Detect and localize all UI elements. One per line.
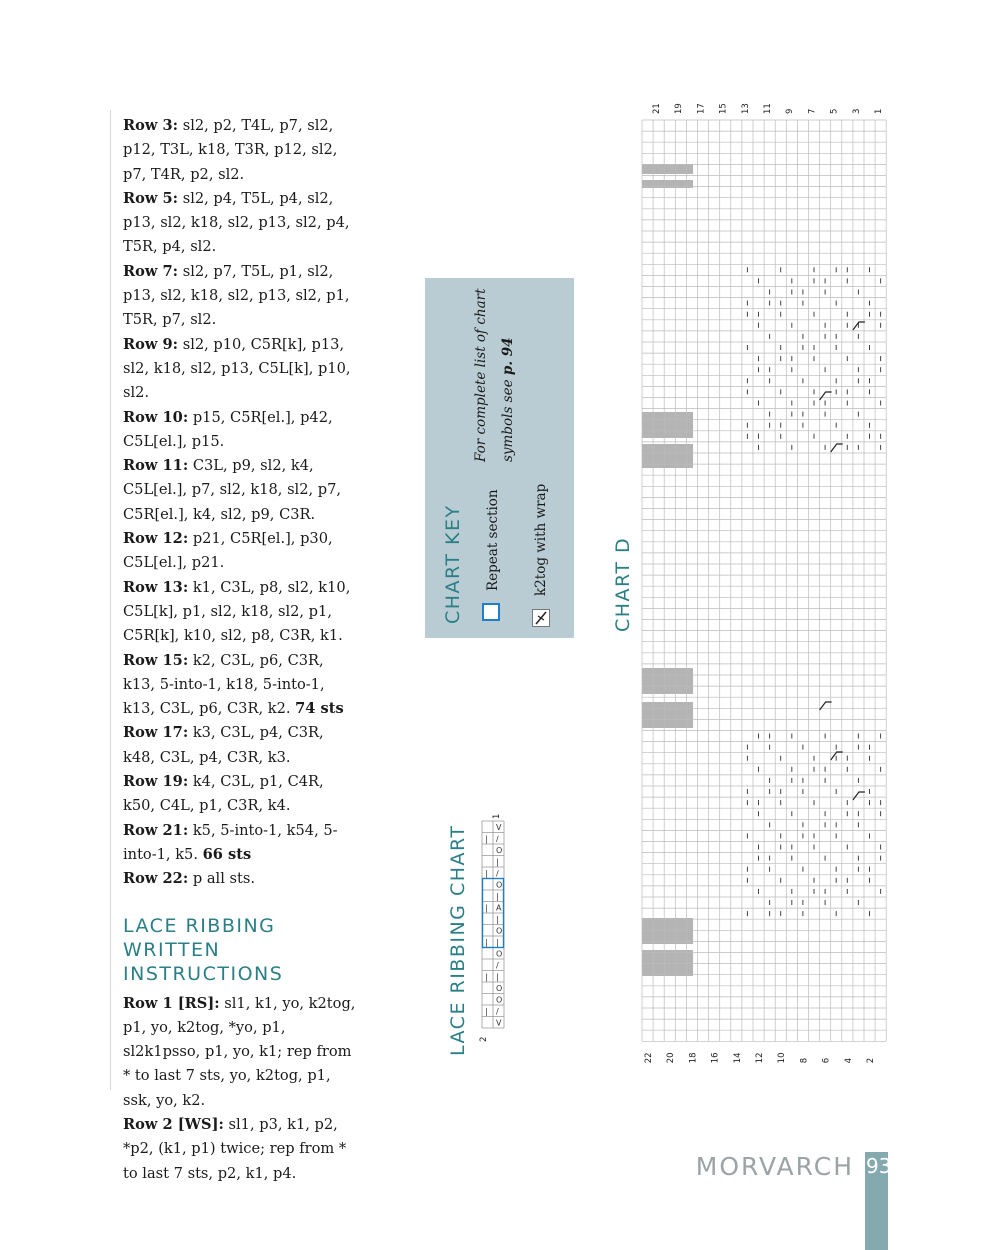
chart-key-note-line-2 — [495, 288, 522, 462]
no-stitch-block — [642, 164, 693, 174]
instruction-row — [123, 333, 358, 406]
instruction-row-text: sl1, p3, k1, p2, *p2, (k1, p1) twice; rep from * to last 7 sts, p2, k1, p4. — [123, 1115, 347, 1182]
stitch-count: 66 sts — [202, 845, 252, 863]
chart-row-number: 12 — [755, 1052, 765, 1064]
instruction-row-text: k3, C3L, p4, C3R, k48, C3L, p4, C3R, k3. — [123, 724, 324, 766]
stitch-symbol: | — [485, 1007, 488, 1016]
chart-row-number: 17 — [696, 103, 707, 114]
lace-row-number: 1 — [492, 813, 502, 819]
instruction-row-label: Row 15: — [123, 651, 189, 669]
stitch-symbol: O — [496, 880, 503, 890]
stitch-symbol: | — [485, 869, 488, 878]
chart-row-number: 13 — [740, 103, 751, 114]
stitch-symbol: V — [496, 1018, 502, 1028]
page-number: 93 — [866, 1154, 892, 1178]
instruction-row-label: Row 1 [RS]: — [123, 994, 220, 1012]
chart-row-number: 20 — [666, 1052, 677, 1064]
stitch-symbol: O — [496, 949, 503, 959]
chart-row-number: 9 — [785, 108, 796, 114]
instruction-row-text: p15, C5R[el.], p42, C5L[el.], p15. — [123, 408, 333, 450]
instruction-row-text: k5, 5-into-1, k54, 5-into-1, k5. — [123, 821, 338, 863]
instruction-row-label: Row 13: — [123, 578, 189, 596]
instruction-row-label: Row 7: — [123, 262, 179, 280]
instruction-row — [123, 770, 358, 819]
stitch-symbol: | — [485, 938, 488, 947]
stitch-symbol: | — [485, 834, 488, 844]
stitch-symbol: | — [496, 915, 499, 924]
instruction-row — [123, 260, 358, 333]
row-instructions-list — [123, 114, 358, 892]
chart-row-number: 5 — [829, 108, 840, 114]
no-stitch-block — [642, 950, 693, 976]
repeat-section-square-icon — [482, 603, 500, 621]
stitch-symbol: O — [496, 926, 503, 936]
instruction-row — [123, 114, 358, 187]
instruction-row — [123, 992, 358, 1113]
instruction-row-text: sl2, p2, T4L, p7, sl2, p12, T3L, k18, T3R, p12, sl2, p7, T4R, p2, sl2. — [123, 117, 338, 183]
stitch-symbol: / — [496, 834, 499, 844]
chart-key-note-prefix: symbols see — [500, 375, 516, 462]
stitch-symbol: | — [496, 857, 499, 867]
chart-row-number: 8 — [799, 1057, 810, 1064]
k2tog-wrap-icon — [532, 609, 550, 627]
instruction-row-text: C3L, p9, sl2, k4, C5L[el.], p7, sl2, k18, sl2, p7, C5R[el.], k4, sl2, p9, C3R. — [123, 457, 342, 523]
chart-row-number: 4 — [843, 1057, 854, 1064]
instruction-row-text: p all sts. — [188, 870, 255, 888]
chart-row-number: 1 — [874, 108, 884, 114]
instruction-row-text: sl2, p4, T5L, p4, sl2, p13, sl2, k18, sl2, p13, sl2, p4, T5R, p4, sl2. — [123, 189, 350, 256]
footer-pattern-name: MORVARCH — [695, 1152, 854, 1181]
instructions-column — [123, 114, 358, 1186]
no-stitch-block — [642, 668, 693, 694]
key-item-k2tog-label: k2tog with wrap — [533, 483, 549, 596]
stitch-count: 74 sts — [295, 700, 344, 718]
instruction-row-label: Row 22: — [123, 870, 189, 888]
chart-row-number: 2 — [866, 1057, 876, 1064]
section-heading: LACE RIBBING WRITTEN INSTRUCTIONS — [123, 914, 284, 985]
instruction-row-label: Row 11: — [123, 457, 189, 475]
chart-key-note — [468, 288, 522, 462]
chart-key-title: CHART KEY — [442, 504, 464, 624]
stitch-symbol: O — [496, 846, 503, 855]
instruction-row-label: Row 9: — [123, 335, 179, 353]
instruction-row-text: sl1, k1, yo, k2tog, p1, yo, k2tog, *yo, p1, sl2k1psso, p1, yo, k1; rep from * to last 7 sts, yo, k2tog, p1, ssk, yo, k2. — [123, 994, 356, 1109]
chart-row-number: 6 — [821, 1057, 832, 1064]
stitch-symbol: A — [496, 903, 502, 913]
chart-row-number: 10 — [777, 1052, 788, 1064]
no-stitch-block — [642, 412, 693, 438]
chart-key-note-line-1: For complete list of chart — [473, 288, 489, 462]
no-stitch-block — [642, 918, 693, 944]
lace-chart-title: LACE RIBBING CHART — [447, 824, 469, 1056]
chart-row-number: 7 — [807, 108, 818, 114]
column-divider — [110, 110, 111, 1090]
instruction-row — [123, 527, 358, 576]
instruction-row — [123, 721, 358, 770]
stitch-symbol: / — [496, 1007, 499, 1016]
instruction-row-label: Row 19: — [123, 773, 189, 791]
instruction-row-label: Row 12: — [123, 530, 189, 548]
instruction-row — [123, 867, 358, 891]
chart-key-note-page-ref: p. 94 — [500, 337, 516, 376]
instruction-row-label: Row 17: — [123, 724, 189, 742]
no-stitch-block — [642, 702, 693, 728]
instruction-row — [123, 576, 358, 649]
instruction-row — [123, 649, 358, 722]
chart-row-number: 11 — [763, 103, 773, 114]
instruction-row-label: Row 21: — [123, 821, 189, 839]
instruction-row — [123, 406, 358, 455]
instruction-row-label: Row 5: — [123, 189, 179, 207]
instruction-row-text: sl2, p7, T5L, p1, sl2, p13, sl2, k18, sl2, p13, sl2, p1, T5R, p7, sl2. — [123, 262, 350, 329]
lace-ribbing-instructions-list — [123, 992, 358, 1186]
stitch-symbol: V — [496, 823, 502, 832]
chart-row-number: 22 — [644, 1052, 654, 1064]
instruction-row-text: k1, C3L, p8, sl2, k10, C5L[k], p1, sl2, k18, sl2, p1, C5R[k], k10, sl2, p8, C3R, k1. — [123, 578, 351, 645]
instruction-row — [123, 819, 358, 868]
instruction-row — [123, 454, 358, 527]
stitch-symbol: | — [485, 903, 488, 913]
key-item-repeat-label: Repeat section — [485, 489, 501, 591]
chart-key-box — [425, 278, 574, 638]
instruction-row-text: k2, C3L, p6, C3R, k13, 5-into-1, k18, 5-into-1, k13, C3L, p6, C3R, k2. — [123, 651, 325, 718]
instruction-row-label: Row 3: — [123, 117, 179, 134]
chart-row-number: 19 — [674, 103, 685, 114]
stitch-symbol: | — [496, 892, 499, 901]
chart-row-number: 18 — [688, 1052, 699, 1064]
chart-row-number: 3 — [851, 108, 862, 114]
instruction-row — [123, 187, 358, 260]
instruction-row — [123, 1113, 358, 1186]
stitch-symbol: / — [496, 961, 499, 970]
chart-row-number: 15 — [718, 103, 729, 114]
stitch-symbol: / — [496, 869, 499, 878]
chart-row-number: 16 — [710, 1052, 721, 1064]
lace-ribbing-chart — [478, 815, 508, 1047]
instruction-row-label: Row 10: — [123, 408, 189, 426]
lace-row-number: 2 — [479, 1036, 489, 1042]
stitch-symbol: | — [485, 972, 488, 982]
stitch-symbol: | — [496, 938, 499, 947]
chart-row-number: 21 — [652, 103, 662, 114]
chart-row-number: 14 — [732, 1052, 743, 1064]
instruction-row-text: k4, C3L, p1, C4R, k50, C4L, p1, C3R, k4. — [123, 773, 324, 815]
stitch-symbol: O — [496, 984, 503, 993]
instruction-row-text: sl2, p10, C5R[k], p13, sl2, k18, sl2, p13, C5L[k], p10, sl2. — [123, 335, 351, 402]
instruction-row-label: Row 2 [WS]: — [123, 1115, 224, 1133]
instruction-row-text: p21, C5R[el.], p30, C5L[el.], p21. — [123, 530, 333, 572]
chart-d-title: CHART D — [612, 536, 634, 632]
chart-d-grid — [636, 100, 896, 1064]
stitch-symbol: | — [496, 972, 499, 982]
stitch-symbol: O — [496, 995, 503, 1005]
